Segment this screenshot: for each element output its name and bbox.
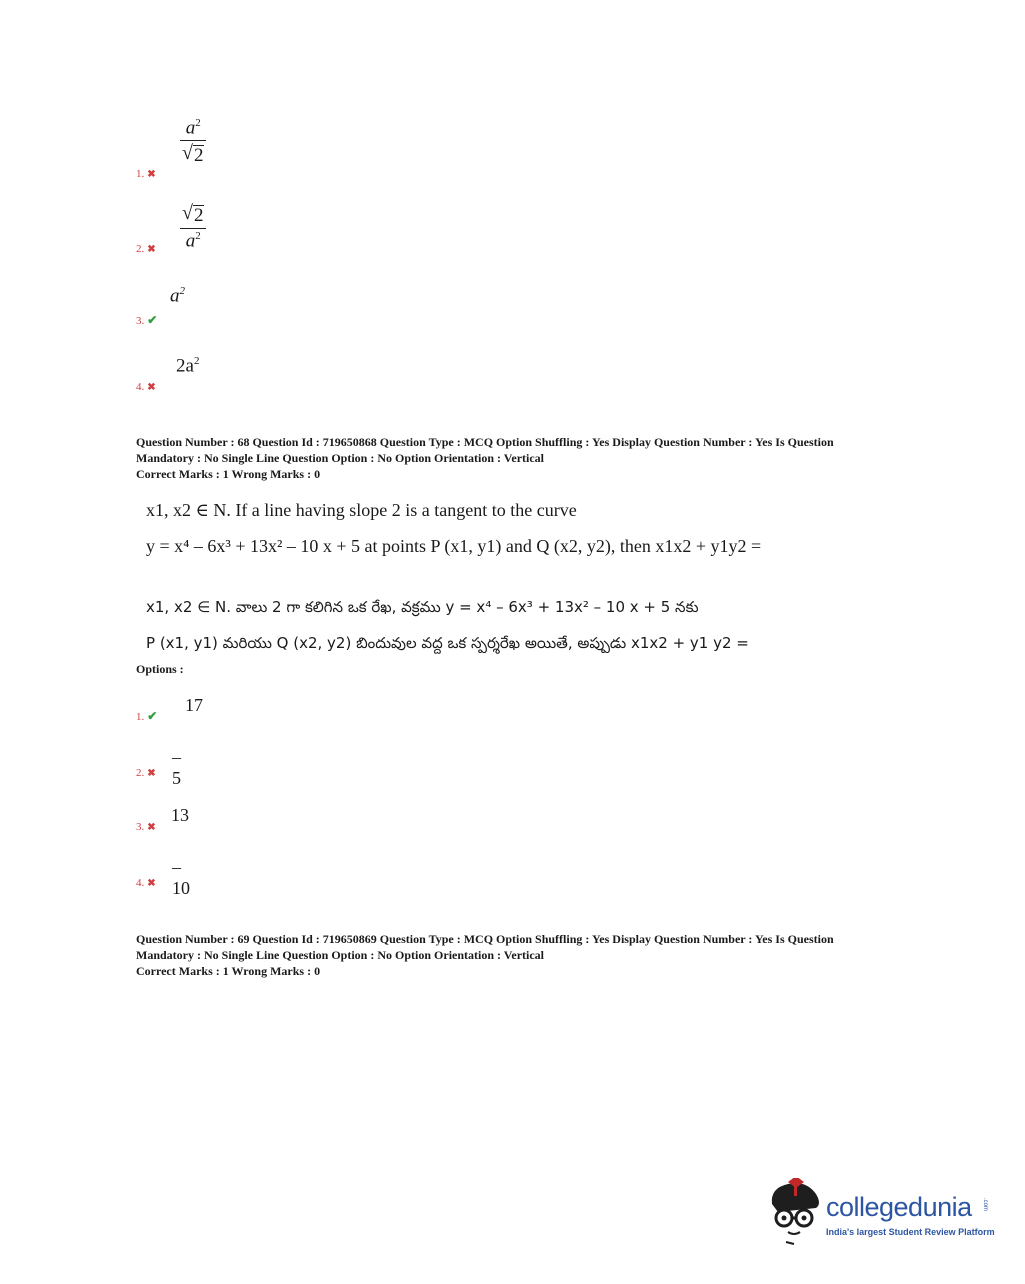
option-value: –5	[172, 747, 181, 788]
q68-options-label: Options :	[136, 662, 184, 676]
q68-meta-line1: Question Number : 68 Question Id : 719650868 Question Type : MCQ Option Shuffling : Yes Display Question Number : Yes Is Question	[136, 435, 834, 449]
q68-marks: Correct Marks : 1 Wrong Marks : 0	[136, 467, 321, 481]
option-number: 3. ✖	[136, 821, 156, 833]
q68-meta-line2: Mandatory : No Single Line Question Option : No Option Orientation : Vertical	[136, 451, 545, 465]
option-number: 3. ✔	[136, 313, 158, 327]
option-number: 2. ✖	[136, 767, 156, 779]
option-number: 2. ✖	[136, 243, 156, 255]
brand-name: collegedunia	[826, 1192, 972, 1222]
q68-meta	[136, 434, 896, 482]
brand-com: .com	[982, 1198, 988, 1212]
option-value: 17	[185, 695, 203, 715]
option-value: –10	[172, 857, 190, 898]
wrong-icon: ✖	[147, 822, 156, 833]
wrong-icon: ✖	[147, 169, 156, 180]
wrong-icon: ✖	[147, 244, 156, 255]
fraction: $a^2$ √ 2	[180, 118, 206, 166]
fraction: √ 2 $a^2$	[180, 203, 206, 251]
collegedunia-logo[interactable]	[766, 1176, 996, 1248]
option-number: 4. ✖	[136, 877, 156, 889]
q68-telugu-line2: P (x1, y1) మరియు Q (x2, y2) బిందువుల వద్ద ఒక స్పర్శరేఖ అయితే, అప్పుడు x1x2 + y1 y2 =	[146, 634, 749, 652]
q68-english-line1: x1, x2 ∈ N. If a line having slope 2 is a tangent to the curve	[146, 500, 577, 520]
option-number: 4. ✖	[136, 381, 156, 393]
q68-telugu-line1: x1, x2 ∈ N. వాలు 2 గా కలిగిన ఒక రేఖ, వక్రము y = x⁴ – 6x³ + 13x² – 10 x + 5 నకు	[146, 598, 699, 616]
option-number: 1. ✔	[136, 709, 158, 723]
correct-icon: ✔	[147, 313, 158, 327]
brand-tagline: India's largest Student Review Platform	[826, 1227, 995, 1237]
q69-meta-line1: Question Number : 69 Question Id : 719650869 Question Type : MCQ Option Shuffling : Yes Display Question Number : Yes Is Question	[136, 932, 834, 946]
q69-meta	[136, 931, 896, 979]
q69-meta-line2: Mandatory : No Single Line Question Option : No Option Orientation : Vertical	[136, 948, 545, 962]
wrong-icon: ✖	[147, 382, 156, 393]
option-value: 13	[171, 805, 189, 825]
option-expression: $a^2$	[170, 285, 185, 307]
q69-marks: Correct Marks : 1 Wrong Marks : 0	[136, 964, 321, 978]
option-expression: $2a^2$	[176, 355, 200, 377]
option-number: 1. ✖	[136, 168, 156, 180]
q68-english-line2: y = x⁴ – 6x³ + 13x² – 10 x + 5 at points P (x1, y1) and Q (x2, y2), then x1x2 + y1y2 =	[146, 536, 762, 556]
wrong-icon: ✖	[147, 878, 156, 889]
wrong-icon: ✖	[147, 768, 156, 779]
correct-icon: ✔	[147, 709, 158, 723]
mascot-icon	[766, 1178, 826, 1246]
